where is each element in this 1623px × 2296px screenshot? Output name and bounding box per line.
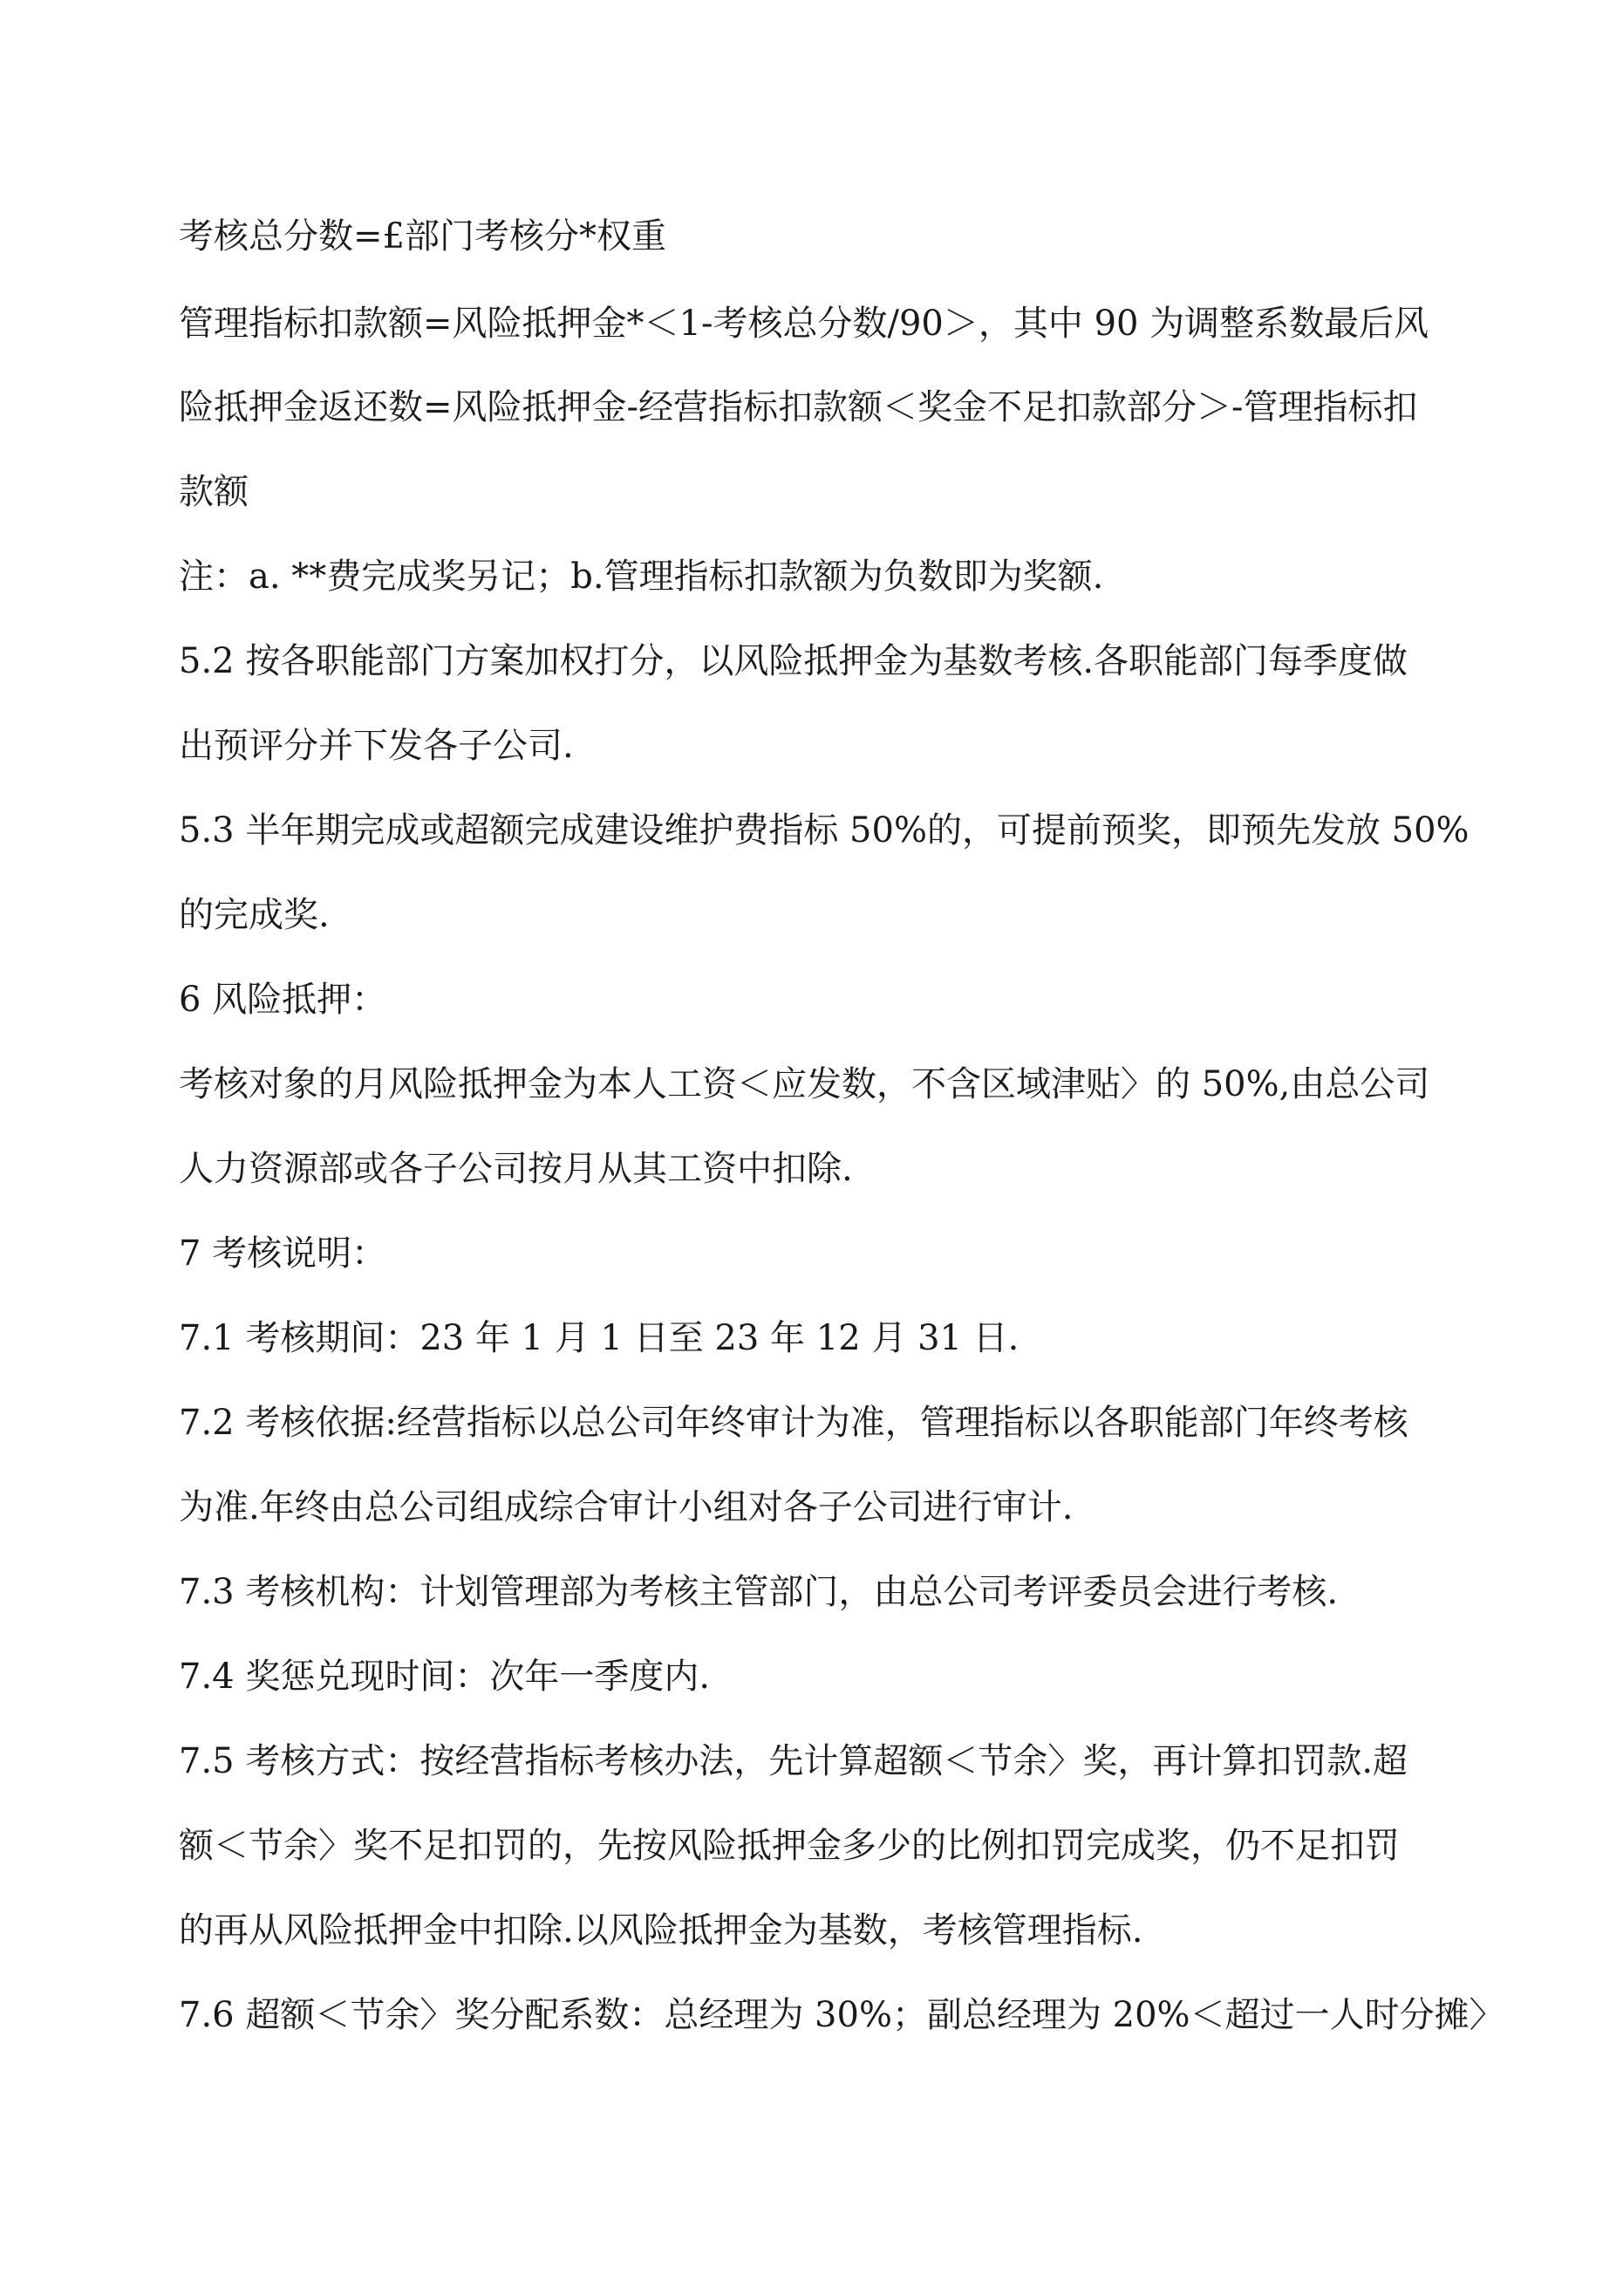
text-line-note: 注：a. **费完成奖另记；b.管理指标扣款额为负数即为奖额. [179,557,1104,597]
section-heading-6: 6 风险抵押： [179,980,387,1020]
text-line-section-5-2-cont: 出预评分并下发各子公司. [179,726,574,766]
text-line-formula-total-score: 考核总分数=£部门考核分*权重 [179,216,666,256]
text-line-section-7-5-cont: 额＜节余〉奖不足扣罚的，先按风险抵押金多少的比例扣罚完成奖，仍不足扣罚 [179,1826,1400,1866]
text-line-section-7-5-end: 的再从风险抵押金中扣除.以风险抵押金为基数，考核管理指标. [179,1910,1143,1951]
text-line-section-7-3: 7.3 考核机构：计划管理部为考核主管部门，由总公司考评委员会进行考核. [179,1572,1339,1612]
section-heading-7: 7 考核说明： [179,1233,387,1274]
text-line-section-7-5: 7.5 考核方式：按经营指标考核办法，先计算超额＜节余〉奖，再计算扣罚款.超 [179,1741,1408,1781]
text-line-section-7-4: 7.4 奖惩兑现时间：次年一季度内. [179,1657,711,1697]
text-line-section-7-1: 7.1 考核期间：23 年 1 月 1 日至 23 年 12 月 31 日. [179,1318,1019,1358]
text-line-deduction-formula: 管理指标扣款额=风险抵押金*＜1-考核总分数/90＞，其中 90 为调整系数最后风 [179,304,1429,344]
text-line-deduction-formula-end: 款额 [179,472,249,512]
text-line-section-7-2: 7.2 考核依据:经营指标以总公司年终审计为准，管理指标以各职能部门年终考核 [179,1403,1408,1443]
text-line-section-5-2: 5.2 按各职能部门方案加权打分，以风险抵押金为基数考核.各职能部门每季度做 [179,641,1408,681]
text-line-section-6-body: 考核对象的月风险抵押金为本人工资＜应发数，不含区域津贴〉的 50%,由总公司 [179,1064,1430,1104]
text-line-section-5-3: 5.3 半年期完成或超额完成建设维护费指标 50%的，可提前预奖，即预先发放 50% [179,810,1470,851]
text-line-section-7-6: 7.6 超额＜节余〉奖分配系数：总经理为 30%；副总经理为 20%＜超过一人时分摊〉 [179,1995,1504,2035]
text-line-deduction-formula-cont: 险抵押金返还数=风险抵押金-经营指标扣款额＜奖金不足扣款部分＞-管理指标扣 [179,387,1418,427]
text-line-section-7-2-cont: 为准.年终由总公司组成综合审计小组对各子公司进行审计. [179,1487,1074,1527]
text-line-section-6-body-cont: 人力资源部或各子公司按月从其工资中扣除. [179,1149,853,1189]
text-line-section-5-3-cont: 的完成奖. [179,895,330,935]
